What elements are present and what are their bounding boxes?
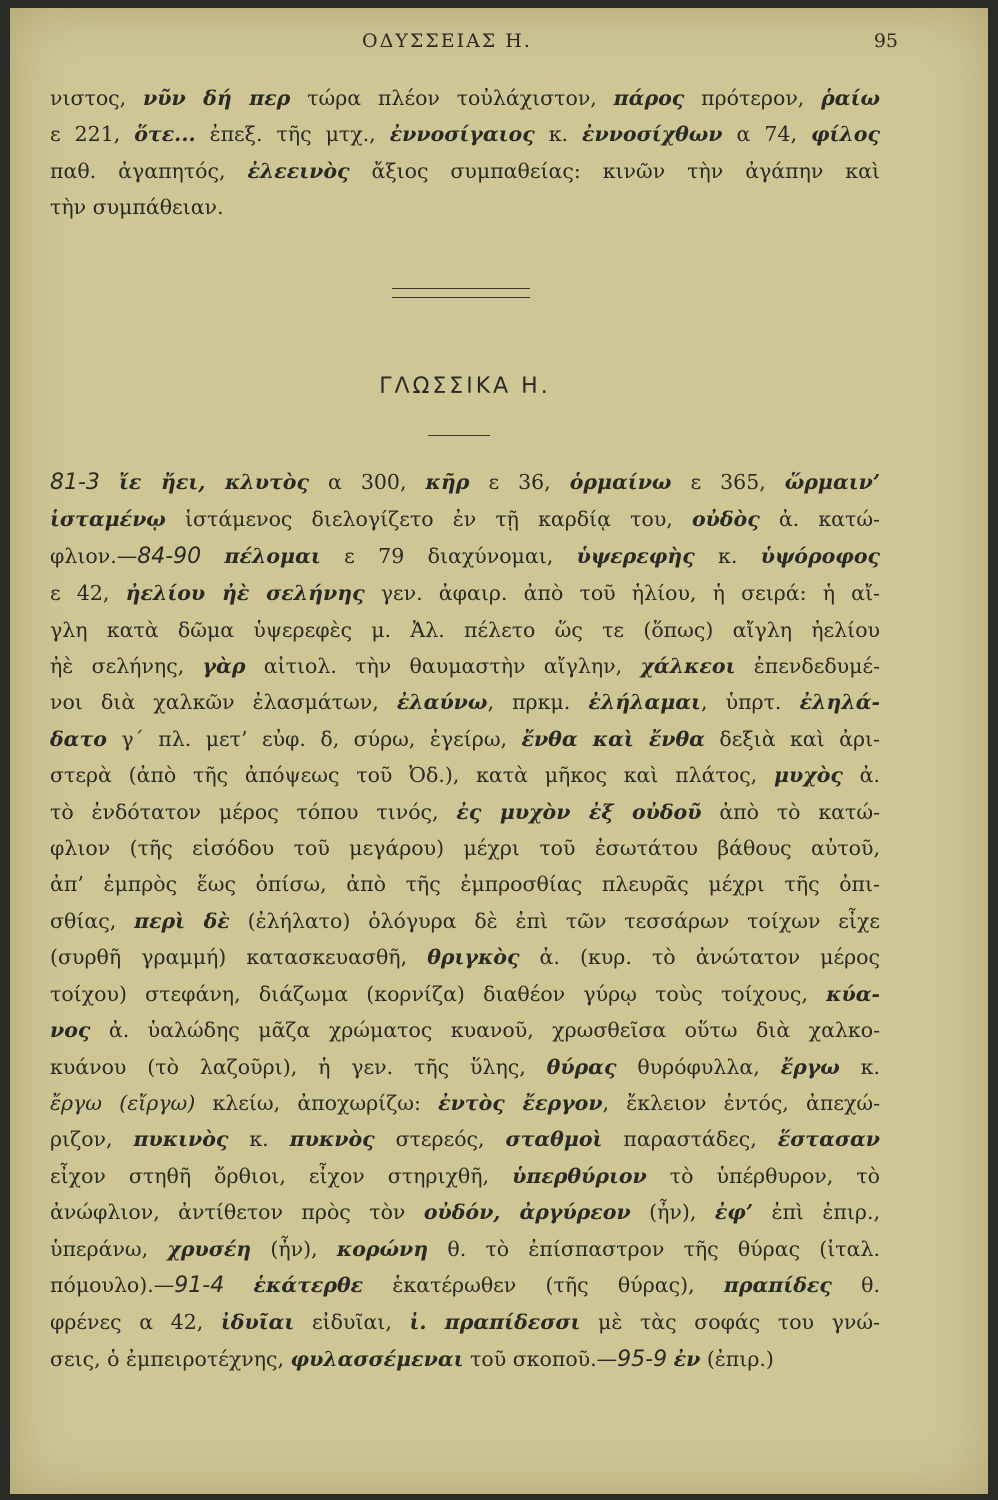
headword: πάρος	[613, 86, 685, 110]
headword: οὐδὸς	[691, 507, 760, 532]
italic-text: ἔργω (εἴργω)	[50, 1090, 196, 1115]
verse-range: 95-9	[617, 1346, 668, 1372]
headword: ὁρμαίνω	[569, 470, 672, 494]
headword: νος	[50, 1018, 91, 1043]
headword: σταθμοὶ	[505, 1127, 603, 1152]
gloss-text: γλη κατὰ δῶμα ὑψερεφὲς μ. Ἀλ. πέλετο ὥς τε (ὅπως) αἴγλη ἠελίου	[50, 617, 880, 642]
text-line	[50, 1121, 880, 1157]
headword: νῦν δή περ	[143, 86, 291, 110]
gloss-text: παραστάδες,	[602, 1127, 778, 1152]
headword: πυκινὸς	[133, 1127, 229, 1152]
text-line	[50, 976, 880, 1012]
headword: ἐφ’	[714, 1200, 753, 1225]
headword: ὅτε...	[134, 122, 196, 147]
gloss-text: τοῦ σκοποῦ.—	[463, 1346, 618, 1371]
headword: χάλκεοι	[640, 654, 736, 679]
gloss-text: ἀπ’ ἐμπρὸς ἕως ὀπίσω, ἀπὸ τῆς ἐμπροσθίας πλευρᾶς μέχρι τῆς ὀπι-	[50, 872, 880, 897]
gloss-text: θ. τὸ ἐπίσπαστρον τῆς θύρας (ἰταλ.	[428, 1236, 880, 1261]
gloss-text: ἐπὶ ἐπιρ.,	[753, 1200, 881, 1225]
headword: ἐς μυχὸν ἐξ οὐδοῦ	[456, 799, 702, 824]
text-line	[50, 153, 880, 189]
gloss-text: ἀ. κατώ-	[759, 507, 880, 532]
double-rule-divider	[392, 288, 530, 298]
gloss-text: σθίας,	[50, 908, 135, 933]
headword: πραπίδες	[723, 1272, 832, 1297]
gloss-text: (ἐπιρ.)	[700, 1346, 774, 1371]
gloss-text: κ.	[534, 122, 583, 147]
gloss-text	[100, 470, 119, 494]
gloss-text: ἀ.	[842, 763, 880, 788]
headword: ἐλαύνω	[396, 690, 488, 715]
gloss-text: εἶχον στηθῆ ὄρθιοι, εἶχον στηριχθῆ,	[50, 1163, 513, 1188]
headword: περὶ δὲ	[134, 908, 230, 933]
text-line	[50, 575, 880, 611]
gloss-text: ἀνώφλιον, ἀντίθετον πρὸς τὸν	[50, 1200, 424, 1225]
headword: ἐν	[673, 1346, 701, 1371]
gloss-text: γεν. ἀφαιρ. ἀπὸ τοῦ ἡλίου, ἡ σειρά: ἡ αἴ-	[364, 581, 880, 606]
verse-range: 91-4	[174, 1272, 225, 1298]
text-line	[50, 1304, 880, 1340]
gloss-text: ἑκατέρωθεν (τῆς θύρας),	[363, 1272, 724, 1297]
short-rule-divider	[428, 435, 490, 436]
headword: ἔνθα καὶ ἔνθα	[521, 726, 705, 751]
gloss-text: κλείω, ἀποχωρίζω:	[195, 1090, 439, 1115]
gloss-text: φλιον (τῆς εἰσόδου τοῦ μεγάρου) μέχρι τοῦ ἐσωτάτου βάθους αὐτοῦ,	[50, 836, 880, 861]
text-line	[50, 1158, 880, 1194]
gloss-text: ἀπὸ τὸ κατώ-	[701, 799, 881, 824]
text-line	[50, 648, 880, 684]
headword: ἐννοσίγαιος	[389, 122, 535, 147]
gloss-text: τὸ ἐνδότατον μέρος τόπου τινός,	[50, 799, 457, 824]
gloss-text: παθ. ἀγαπητός,	[50, 158, 248, 183]
headword: ἐννοσίχθων	[582, 122, 723, 147]
gloss-text: (ἦν),	[251, 1236, 337, 1261]
text-line	[50, 1049, 880, 1085]
gloss-text: τοίχου) στεφάνη, διάζωμα (κορνίζα) διαθέον γύρῳ τοὺς τοίχους,	[50, 981, 827, 1006]
gloss-text: φλιον.—	[50, 543, 138, 568]
text-line	[50, 612, 880, 648]
gloss-text: κ.	[228, 1127, 290, 1152]
gloss-text	[224, 1273, 253, 1297]
headword: μυχὸς	[773, 763, 843, 788]
headword: ἔργω	[780, 1054, 840, 1079]
top-paragraph	[50, 80, 880, 226]
text-line	[50, 1231, 880, 1267]
text-line	[50, 1267, 880, 1304]
gloss-text: , ἔκλειον ἐντός, ἀπεχώ-	[602, 1090, 881, 1115]
section-title: ΓΛΩΣΣΙΚΑ Η.	[379, 374, 551, 399]
text-line	[50, 757, 880, 793]
text-line	[50, 501, 880, 537]
gloss-text: ἐπενδεδυμέ-	[735, 654, 880, 679]
gloss-text: φρένες α 42,	[50, 1310, 221, 1335]
headword: ὑπερθύριον	[512, 1163, 647, 1188]
text-line	[50, 464, 880, 501]
text-line	[50, 189, 880, 225]
gloss-text: ἄξιος συμπαθείας: κινῶν τὴν ἀγάπην καὶ	[349, 158, 880, 183]
headword: δατο	[50, 726, 107, 751]
headword: κορώνη	[336, 1236, 429, 1261]
gloss-text: ε 79 διαχύνομαι,	[320, 543, 577, 568]
text-line	[50, 794, 880, 830]
text-line	[50, 1012, 880, 1048]
gloss-text: ριζον,	[50, 1127, 134, 1152]
gloss-text: ε 36,	[469, 470, 570, 494]
gloss-text: (συρθῆ γραμμή) κατασκευασθῆ,	[50, 945, 428, 970]
gloss-text: ε 42,	[50, 581, 126, 606]
gloss-text: νιστος,	[50, 86, 144, 110]
headword: πυκνὸς	[289, 1127, 375, 1152]
headword: ἕστασαν	[777, 1127, 880, 1152]
gloss-text: σεις, ὁ ἐμπειροτέχνης,	[50, 1346, 291, 1371]
headword: ὑψερεφὴς	[576, 543, 695, 568]
gloss-text: , πρκμ.	[487, 690, 589, 715]
gloss-text: τώρα πλέον τοὐλάχιστον,	[290, 86, 614, 110]
gloss-text: κ.	[694, 543, 761, 568]
headword: ὑψόροφος	[760, 543, 880, 568]
headword: κῆρ	[425, 470, 470, 494]
gloss-text: ἐπεξ. τῆς μτχ.,	[195, 122, 390, 147]
gloss-text: αἰτιολ. τὴν θαυμαστὴν αἴγλην,	[245, 654, 641, 679]
glossary-paragraph	[50, 464, 880, 1378]
gloss-text: ἀ. ὑαλώδης μᾶζα χρώματος κυανοῦ, χρωσθεῖσα οὕτω διὰ χαλκο-	[90, 1018, 880, 1043]
gloss-text: ὑπεράνω,	[50, 1236, 168, 1261]
gloss-text: νοι διὰ χαλκῶν ἐλασμάτων,	[50, 690, 397, 715]
text-line	[50, 116, 880, 152]
gloss-text: στερὰ (ἀπὸ τῆς ἀπόψεως τοῦ Ὀδ.), κατὰ μῆκος καὶ πλάτος,	[50, 763, 774, 788]
running-title: ΟΔΥΣΣΕΙΑΣ Η.	[362, 30, 532, 52]
headword: οὐδόν, ἀργύρεον	[423, 1200, 631, 1225]
headword: ἐλεεινὸς	[247, 158, 350, 183]
text-line	[50, 721, 880, 757]
page-number: 95	[873, 30, 898, 52]
gloss-text: (ἐλήλατο) ὁλόγυρα δὲ ἐπὶ τῶν τεσσάρων τοίχων εἶχε	[229, 908, 881, 933]
text-line	[50, 1194, 880, 1230]
gloss-text: πρότερον,	[684, 86, 822, 110]
headword: ἰδυῖαι	[220, 1310, 295, 1335]
gloss-text: πόμουλο).—	[50, 1272, 175, 1297]
verse-range: 81-3	[50, 470, 100, 495]
headword: ἐλήλαμαι	[588, 690, 701, 715]
gloss-text: θυρόφυλλα,	[616, 1054, 781, 1079]
gloss-text: κ.	[839, 1054, 880, 1079]
headword: θύρας	[546, 1054, 617, 1079]
gloss-text: τὴν συμπάθειαν.	[50, 195, 224, 220]
text-line	[50, 866, 880, 902]
headword: ὥρμαιν’	[784, 470, 880, 494]
text-line	[50, 939, 880, 975]
text-line	[50, 1085, 880, 1121]
text-line	[50, 830, 880, 866]
headword: πέλομαι	[224, 543, 321, 568]
text-line	[50, 80, 880, 116]
headword: θριγκὸς	[427, 945, 520, 970]
gloss-text: (ἦν),	[630, 1200, 715, 1225]
headword: ῥαίω	[821, 86, 881, 110]
text-line	[50, 1341, 880, 1378]
text-line	[50, 903, 880, 939]
gloss-text: κυάνου (τὸ λαζοῦρι), ἡ γεν. τῆς ὕλης,	[50, 1054, 547, 1079]
verse-range: 84-90	[137, 543, 202, 569]
gloss-text: δεξιὰ καὶ ἀρι-	[704, 726, 880, 751]
headword: κύα-	[826, 981, 880, 1006]
gloss-text: ἀ. (κυρ. τὸ ἀνώτατον μέρος	[519, 945, 880, 970]
text-line	[50, 684, 880, 720]
headword: ἱσταμένῳ	[50, 507, 166, 532]
gloss-text: α 74,	[722, 122, 811, 147]
headword: ἑκάτερθε	[253, 1272, 364, 1297]
headword: φίλος	[810, 122, 880, 147]
gloss-text: ἠὲ σελήνης,	[50, 654, 203, 679]
gloss-text: ἱστάμενος διελογίζετο ἐν τῇ καρδίᾳ του,	[165, 507, 692, 532]
gloss-text: θ.	[831, 1272, 880, 1297]
headword: ἠελίου ἠὲ σελήνης	[125, 581, 365, 606]
gloss-text: , ὑπρτ.	[700, 690, 800, 715]
headword: χρυσέη	[167, 1236, 252, 1261]
gloss-text: μὲ τὰς σοφάς του γνώ-	[580, 1310, 880, 1335]
gloss-text: τὸ ὑπέρθυρον, τὸ	[646, 1163, 880, 1188]
headword: ἰ. πραπίδεσσι	[409, 1310, 581, 1335]
gloss-text: γ΄ πλ. μετ’ εὐφ. δ, σύρω, ἐγείρω,	[106, 726, 522, 751]
headword: ἴε ἤει, κλυτὸς	[118, 470, 309, 494]
gloss-text: α 300,	[308, 470, 426, 494]
gloss-text	[201, 544, 224, 568]
gloss-text: ε 221,	[50, 122, 135, 147]
gloss-text: στερεός,	[374, 1127, 506, 1152]
gloss-text: ε 365,	[671, 470, 785, 494]
headword: φυλασσέμεναι	[290, 1346, 464, 1371]
running-head	[10, 26, 988, 56]
headword: ἐληλά-	[799, 690, 880, 715]
text-line	[50, 538, 880, 575]
book-page	[10, 8, 988, 1494]
gloss-text: εἰδυῖαι,	[294, 1310, 410, 1335]
headword: γὰρ	[202, 654, 246, 679]
headword: ἐντὸς ἔεργον	[438, 1090, 603, 1115]
